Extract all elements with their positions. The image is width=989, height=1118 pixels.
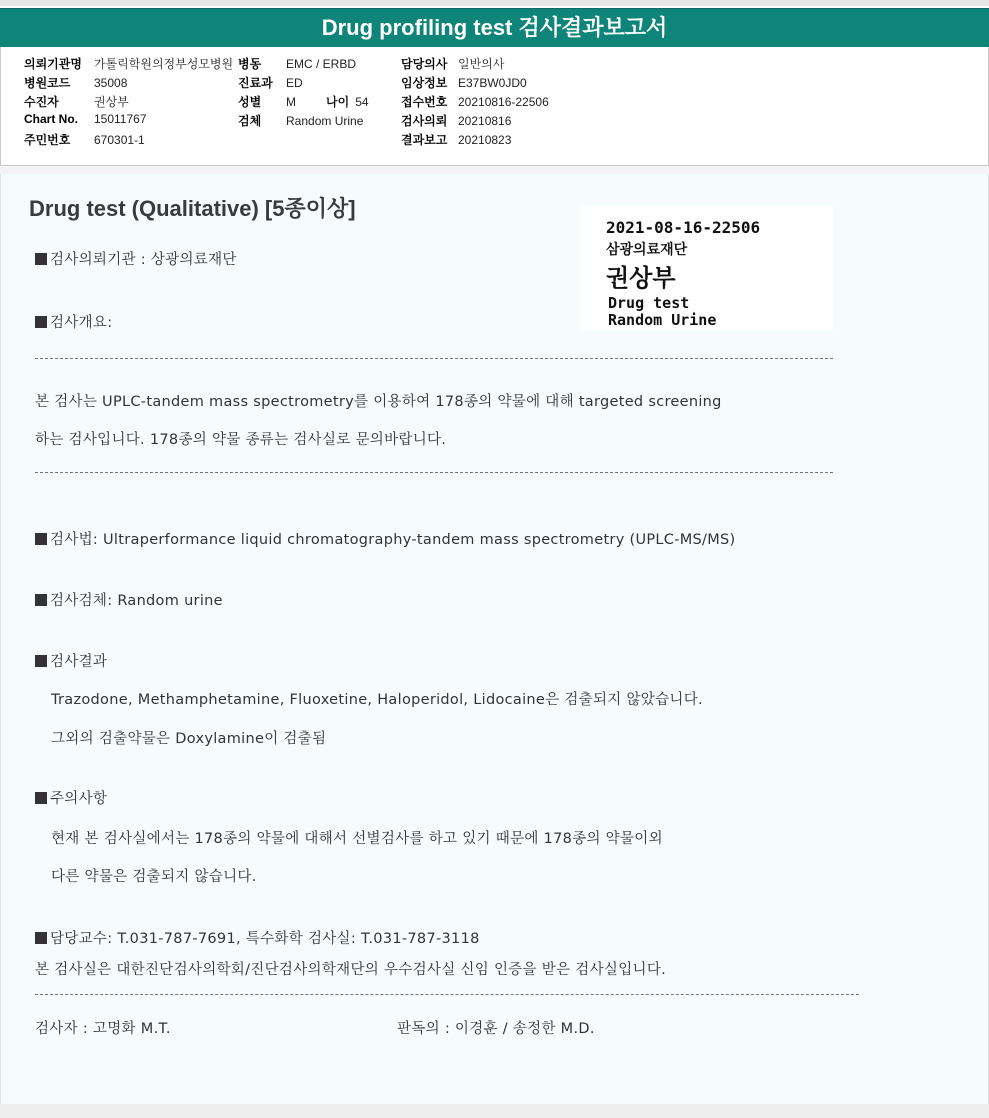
bullet-square [35, 792, 47, 804]
specimen-line: 검사검체: Random urine [35, 589, 223, 610]
overview-text-line2: 하는 검사입니다. 178종의 약물 종류는 검사실로 문의바랍니다. [35, 432, 447, 448]
age-value: 54 [355, 95, 369, 109]
stamp-accession: 2021-08-16-22506 [606, 218, 761, 237]
bullet-square [35, 316, 47, 328]
report-body [0, 174, 989, 1104]
info-row-chart-no: Chart No. 15011767 [24, 112, 147, 126]
info-row-request-date: 검사의뢰 20210816 [401, 114, 512, 128]
report-title-bar: Drug profiling test 검사결과보고서 [0, 8, 989, 48]
report-heading: Drug test (Qualitative) [5종이상] [29, 196, 356, 221]
bullet-square [35, 594, 47, 606]
info-row-hospital-code: 병원코드 35008 [24, 76, 128, 90]
contact-line: 담당교수: T.031-787-7691, 특수화학 검사실: T.031-787-3118 [35, 927, 480, 948]
result-text-line2: 그외의 검출약물은 Doxylamine이 검출됨 [51, 731, 327, 747]
patient-info-col1 [24, 55, 233, 150]
dashed-divider [35, 358, 833, 359]
certification-line: 본 검사실은 대한진단검사의학회/진단검사의학재단의 우수검사실 신임 인증을 받은 검사실입니다. [35, 962, 667, 978]
info-row-report-date: 결과보고 20210823 [401, 133, 512, 147]
dashed-divider [35, 994, 859, 995]
stamp-test: Drug test [608, 294, 690, 312]
method-line: 검사법: Ultraperformance liquid chromatography-tandem mass spectrometry (UPLC-MS/MS) [35, 528, 736, 549]
stamp-specimen: Random Urine [608, 311, 717, 329]
result-text-line1: Trazodone, Methamphetamine, Fluoxetine, Haloperidol, Lidocaine은 검출되지 않았습니다. [51, 692, 703, 708]
info-row-resident-no: 주민번호 670301-1 [24, 133, 145, 147]
stamp-lab: 삼광의료재단 [606, 242, 688, 258]
info-row-accession-no: 접수번호 20210816-22506 [401, 95, 549, 109]
reader-signature: 판독의 : 이경훈 / 송정한 M.D. [397, 1021, 595, 1037]
specimen-label-stamp [581, 206, 833, 330]
caution-label: 주의사항 [35, 787, 107, 808]
info-row-ward: 병동 EMC / ERBD [238, 57, 357, 71]
info-row-institution: 의뢰기관명 가톨릭학원의정부성모병원 [24, 57, 234, 71]
bullet-square [35, 533, 47, 545]
bullet-square [35, 932, 47, 944]
info-row-patient: 수진자 권상부 [24, 95, 129, 109]
info-row-specimen: 검체 Random Urine [238, 114, 364, 128]
caution-text-line1: 현재 본 검사실에서는 178종의 약물에 대해서 선별검사를 하고 있기 때문에 178종의 약물이외 [51, 831, 663, 847]
patient-info-panel [0, 47, 989, 166]
patient-info-col2 [238, 55, 369, 131]
result-label: 검사결과 [35, 650, 107, 671]
patient-info-col3 [401, 55, 549, 150]
overview-label: 검사개요: [35, 311, 112, 332]
bullet-square [35, 253, 47, 265]
institution-line: 검사의뢰기관 : 상광의료재단 [35, 248, 237, 269]
info-row-doctor: 담당의사 일반의사 [401, 57, 505, 71]
bullet-square [35, 655, 47, 667]
dashed-divider [35, 472, 833, 473]
info-row-sex-age: 성별 M 나이 54 [238, 95, 369, 109]
overview-text-line1: 본 검사는 UPLC-tandem mass spectrometry를 이용하여 178종의 약물에 대해 targeted screening [35, 394, 722, 410]
info-row-clinical-info: 임상정보 E37BW0JD0 [401, 76, 527, 90]
caution-text-line2: 다른 약물은 검출되지 않습니다. [51, 869, 257, 885]
section-gap [0, 166, 989, 174]
age-label: 나이 [326, 95, 350, 109]
bottom-strip [0, 1104, 989, 1118]
top-strip [0, 0, 989, 6]
tester-signature: 검사자 : 고명화 M.T. [35, 1021, 171, 1037]
stamp-patient-name: 권상부 [606, 264, 676, 292]
info-row-department: 진료과 ED [238, 76, 303, 90]
